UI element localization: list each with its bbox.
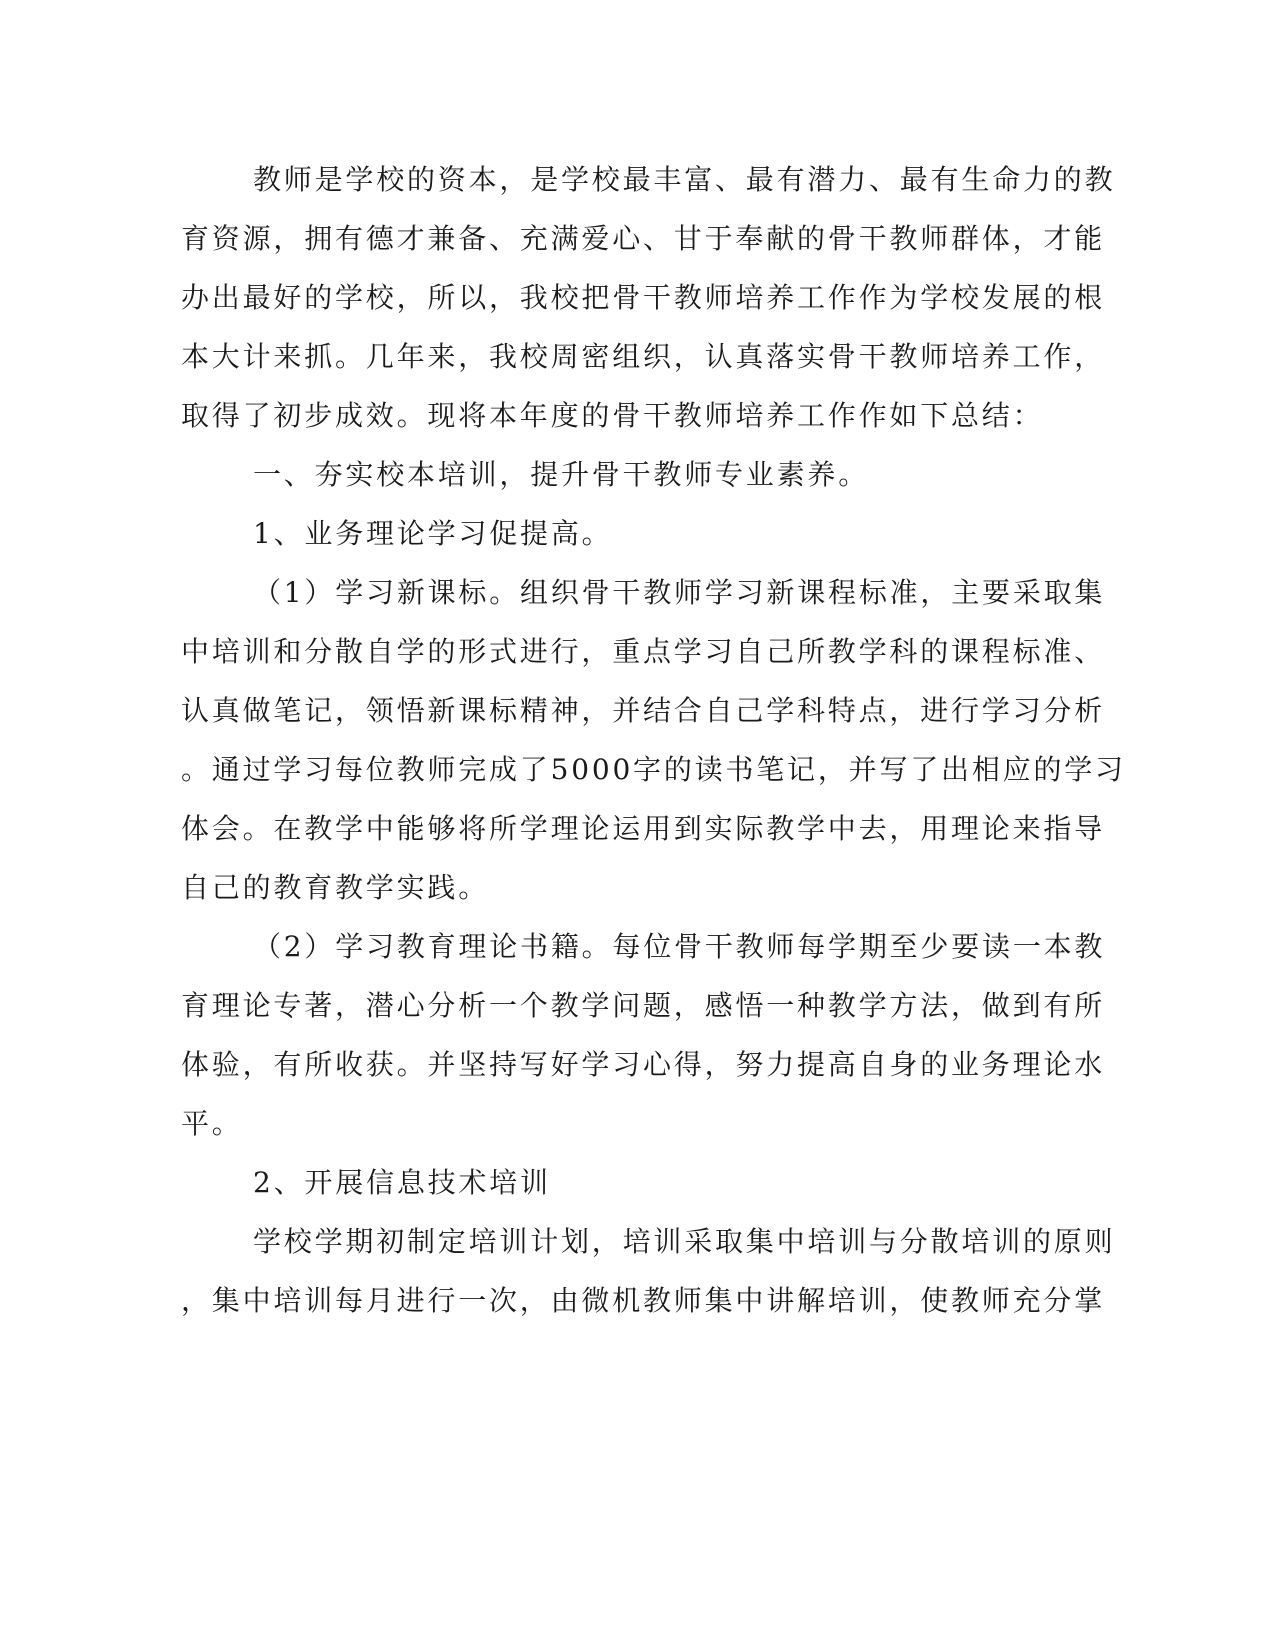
subsection-heading: 2、开展信息技术培训: [253, 1166, 551, 1199]
text-line: 体验，有所收获。并坚持写好学习心得，努力提高自身的业务理论水: [181, 1048, 1106, 1081]
text-line: 育资源，拥有德才兼备、充满爱心、甘于奉献的骨干教师群体，才能: [181, 222, 1106, 255]
text-line: 本大计来抓。几年来，我校周密组织，认真落实骨干教师培养工作，: [181, 340, 1106, 373]
text-line: 平。: [181, 1107, 243, 1140]
text-line: （2）学习教育理论书籍。每位骨干教师每学期至少要读一本教: [253, 930, 1106, 963]
text-line: （1）学习新课标。组织骨干教师学习新课程标准，主要采取集: [253, 576, 1106, 609]
text-line: 取得了初步成效。现将本年度的骨干教师培养工作作如下总结：: [181, 399, 1044, 432]
text-line: 体会。在教学中能够将所学理论运用到实际教学中去，用理论来指导: [181, 812, 1106, 845]
text-line: 办出最好的学校，所以，我校把骨干教师培养工作作为学校发展的根: [181, 281, 1106, 314]
text-line: ，集中培训每月进行一次，由微机教师集中讲解培训，使教师充分掌: [181, 1284, 1106, 1317]
text-line: 。通过学习每位教师完成了5000字的读书笔记，并写了出相应的学习: [181, 753, 1126, 786]
text-line: 中培训和分散自学的形式进行，重点学习自己所教学科的课程标准、: [181, 635, 1106, 668]
text-line: 教师是学校的资本，是学校最丰富、最有潜力、最有生命力的教: [253, 163, 1116, 196]
section-heading: 一、夯实校本培训，提升骨干教师专业素养。: [253, 458, 870, 491]
text-line: 育理论专著，潜心分析一个教学问题，感悟一种教学方法，做到有所: [181, 989, 1106, 1022]
subsection-heading: 1、业务理论学习促提高。: [253, 517, 613, 550]
text-line: 学校学期初制定培训计划，培训采取集中培训与分散培训的原则: [253, 1225, 1116, 1258]
text-line: 自己的教育教学实践。: [181, 871, 490, 904]
text-line: 认真做笔记，领悟新课标精神，并结合自己学科特点，进行学习分析: [181, 694, 1106, 727]
